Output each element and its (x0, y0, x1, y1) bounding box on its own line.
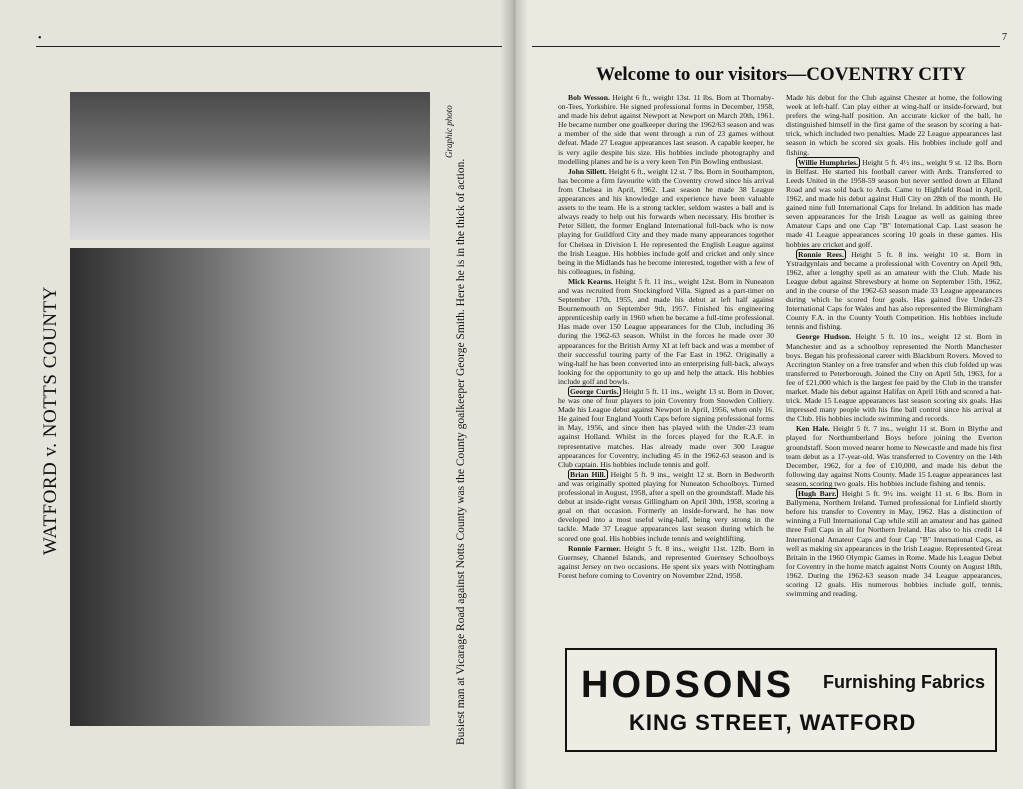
spine-gutter (500, 0, 528, 789)
profile-ronnie-rees: Ronnie Rees. Height 5 ft. 8 ins. weight 10 st. Born in Ystradgynlais and became a professional with Coventry on April 9th, 1962, after a lengthy spell as an amateur with the Club. Made his League debut against Shrewsbury at home on September 15th, 1962, and in the course of the 1962-63 season made 33 League appearances during which he scored four goals. Has gained five Under-23 International Caps for Wales and has also represented the Birmingham County F.A. in the County Youth Competition. His hobbies include tennis and fishing. (786, 249, 1003, 332)
page-title: Welcome to our visitors—COVENTRY CITY (596, 64, 966, 85)
profile-george-curtis: George Curtis. Height 5 ft. 11 ins., weight 13 st. Born in Dover, he was one of four players to join Coventry from Snowden Colliery. Made his League debut against Newport in April, 1956, when only 16. He gained four England Youth Caps before signing professional forms in May, 1956, and since then has played with the Under-23 team against Holland. Whilst in the forces played for the R.A.F. in representative matches. Has already made over 300 League appearances for Coventry, including 45 in the 1962-63 season and is Club captain. His hobbies include tennis and golf. (558, 387, 774, 469)
profile-mick-kearns: Mick Kearns. Height 5 ft. 11 ins., weight 12st. Born in Nuneaton and was recruited from Stockingford Villa. Signed as a part-timer on September 17th, 1955, and made his debut at left half against Bournemouth on September 9th, 1957. Finished his engineering apprenticeship early in 1960 when he became a full-time professional. Has made over 150 League appearances for the Club, including 36 during the 1962-63 season. Whilst in the forces he made over 30 appearances for the British Army XI at left back and was a member of their successful touring party of the Far East in 1962. Originally a wing-half he has been converted into an enterprising full-back, always looking for the opportunity to go up and help the attack. His hobbies include golf and bowls. (558, 276, 774, 386)
profiles-column-2 (786, 93, 1002, 599)
profile-willie-humphries: Willie Humphries. Height 5 ft. 4½ ins., weight 9 st. 12 lbs. Born in Belfast. He started his football career with Ards. Transferred to Leeds United in the 1958-59 season but never settled down at Elland Road and was sold back to Ards. Came to Highfield Road in April, 1962, and made his debut against Hull City on 28th of the month. He gained nine full International Caps for Ireland. In addition has made seven appearances for the Irish League as well as gaining three Amateur Caps and one Cap "B" International Cap. Last season he made 41 League appearances scoring 10 goals in these games. His hobbies are cricket and golf. (786, 157, 1002, 249)
photo-caption: Busiest man at Vicarage Road against Notts County was the County goalkeeper George Smith. Here he is in the thick of action. (455, 158, 467, 745)
profile-bob-wesson: Bob Wesson. Height 6 ft., weight 13st. 11 lbs. Born at Thornaby-on-Tees, Yorkshire. He signed professional forms in December, 1958, and made his debut against Newport at Newport on March 20th, 1961. He became number one goalkeeper during the 1962/63 season and was a member of the side that went through a run of 23 games without defeat. Made 27 League appearances last season. A capable keeper, he is very agile despite his size. His hobbies include photography and modelling planes and he is a very keen Ten Pin Bowling enthusiast. (558, 93, 774, 166)
advert-brand: HODSONS (581, 664, 795, 706)
match-photo-top (70, 92, 430, 240)
match-photo-main (70, 248, 430, 726)
profiles-column-1 (558, 93, 774, 581)
profile-ronnie-farmer: Ronnie Farmer. Height 5 ft. 8 ins., weight 11st. 12lb. Born in Guernsey, Channel Islands, and represented Guernsey Schoolboys against Jersey on two occasions. He spent six years with Nottingham Forest before coming to Coventry on November 22nd, 1958. (558, 543, 774, 580)
match-title: WATFORD v. NOTTS COUNTY (40, 286, 61, 555)
profile-ronnie-farmer-cont: Made his debut for the Club against Chester at home, the following week at left-half. Can play either at wing-half or inside-forward, but prefers the wing-half position. An accurate kicker of the ball, he distinguished himself in the first game of the season by scoring a hat-trick, which included two penalties. Made 22 League appearances last season in which he scored six goals. His hobbies include golf and fishing. (786, 93, 1002, 157)
advert-address: KING STREET, WATFORD (629, 710, 917, 735)
profile-george-hudson: George Hudson. Height 5 ft. 10 ins., weight 12 st. Born in Manchester and as a schoolboy represented the North Manchester boys. Began his professional career with Blackburn Rovers. Moved to Accrington Stanley on a free transfer and when this club folded up was transferred to Peterborough. Joined the City on April 5th, 1963, for a fee of £21,000 which is the largest fee paid by the Club in the transfer market. Made his debut against Halifax on April 16th and scored a hat-trick. Made 15 League appearances last season scoring six goals. Has impressed many people with his fine ball control since his arrival at the Club. His hobbies include swimming and records. (786, 332, 1002, 424)
profile-brian-hill: Brian Hill. Height 5 ft. 9 ins., weight 12 st. Born in Bedworth and was originally spotted playing for Nuneaton Schoolboys. Turned professional in August, 1958, after a spell on the groundstaff. Made his debut at inside-right versus Gillingham on April 30th, 1958, scoring a goal on that occasion. Formerly an inside-forward, he has now developed into a most useful wing-half, being very strong in the tackle. Made 37 League appearances last season during which he scored one goal. His hobbies include tennis and weightlifting. (558, 469, 774, 543)
page-number: 7 (1002, 32, 1007, 43)
top-rule-right (532, 46, 1000, 47)
top-rule-left (36, 46, 502, 47)
advert-tagline: Furnishing Fabrics (823, 672, 986, 692)
profile-hugh-barr: Hugh Barr. Height 5 ft. 9½ ins. weight 11 st. 6 lbs. Born in Ballymena, Northern Ireland. Turned professional for Linfield shortly before his transfer to Coventry in May, 1962. Has a distinction of winning a Full International Cap while still an amateur and has gained three Full Caps in all for Northern Ireland. Has also to his credit 14 International Amateur Caps and four Cap "B" International Caps, as well as making six appearances in the Irish League. Represented Great Britain in the 1960 Olympic Games in Rome. Made his League Debut for Coventry in the home match against Notts County on August 18th, 1962. During the 1962-63 season made 34 League appearances, scoring 12 goals. His numerous hobbies include golf, tennis, swimming and reading. (786, 489, 1002, 599)
page-marker: • (38, 33, 42, 44)
profile-john-sillett: John Sillett. Height 6 ft., weight 12 st. 7 lbs. Born in Southampton, has become a firm favourite with the Coventry crowd since his arrival from Chelsea in April, 1962. Last season he made 38 League appearances and his knowledge and experience have been valuable assets to the team. He is a strong tackler, seldom wastes a ball and is always ready to help out his forwards when necessary. His brother is Peter Sillett, the former England International full-back who is now playing for Guildford City and they made many appearances together for Chelsea in Division I. He represented the English League against the Irish League. His hobbies include golf and cricket and only since being in the Midlands has he become interested, together with a few of his colleagues, in fishing. (558, 166, 774, 276)
profile-ken-hale: Ken Hale. Height 5 ft. 7 ins., weight 11 st. Born in Blythe and played for Northumberland Boys before joining the Everton groundstaff. Soon moved nearer home to Newcastle and made his first team debut as a 17-year-old. Was transferred to Coventry on the 14th December, 1962, for a fee of £10,000, and made his debut the following day against Notts County. Made 15 League appearances last season, scoring two goals. His hobbies include fishing and tennis. (786, 424, 1003, 488)
hodsons-advert (565, 648, 997, 752)
photo-credit: Graphic photo (444, 105, 454, 158)
